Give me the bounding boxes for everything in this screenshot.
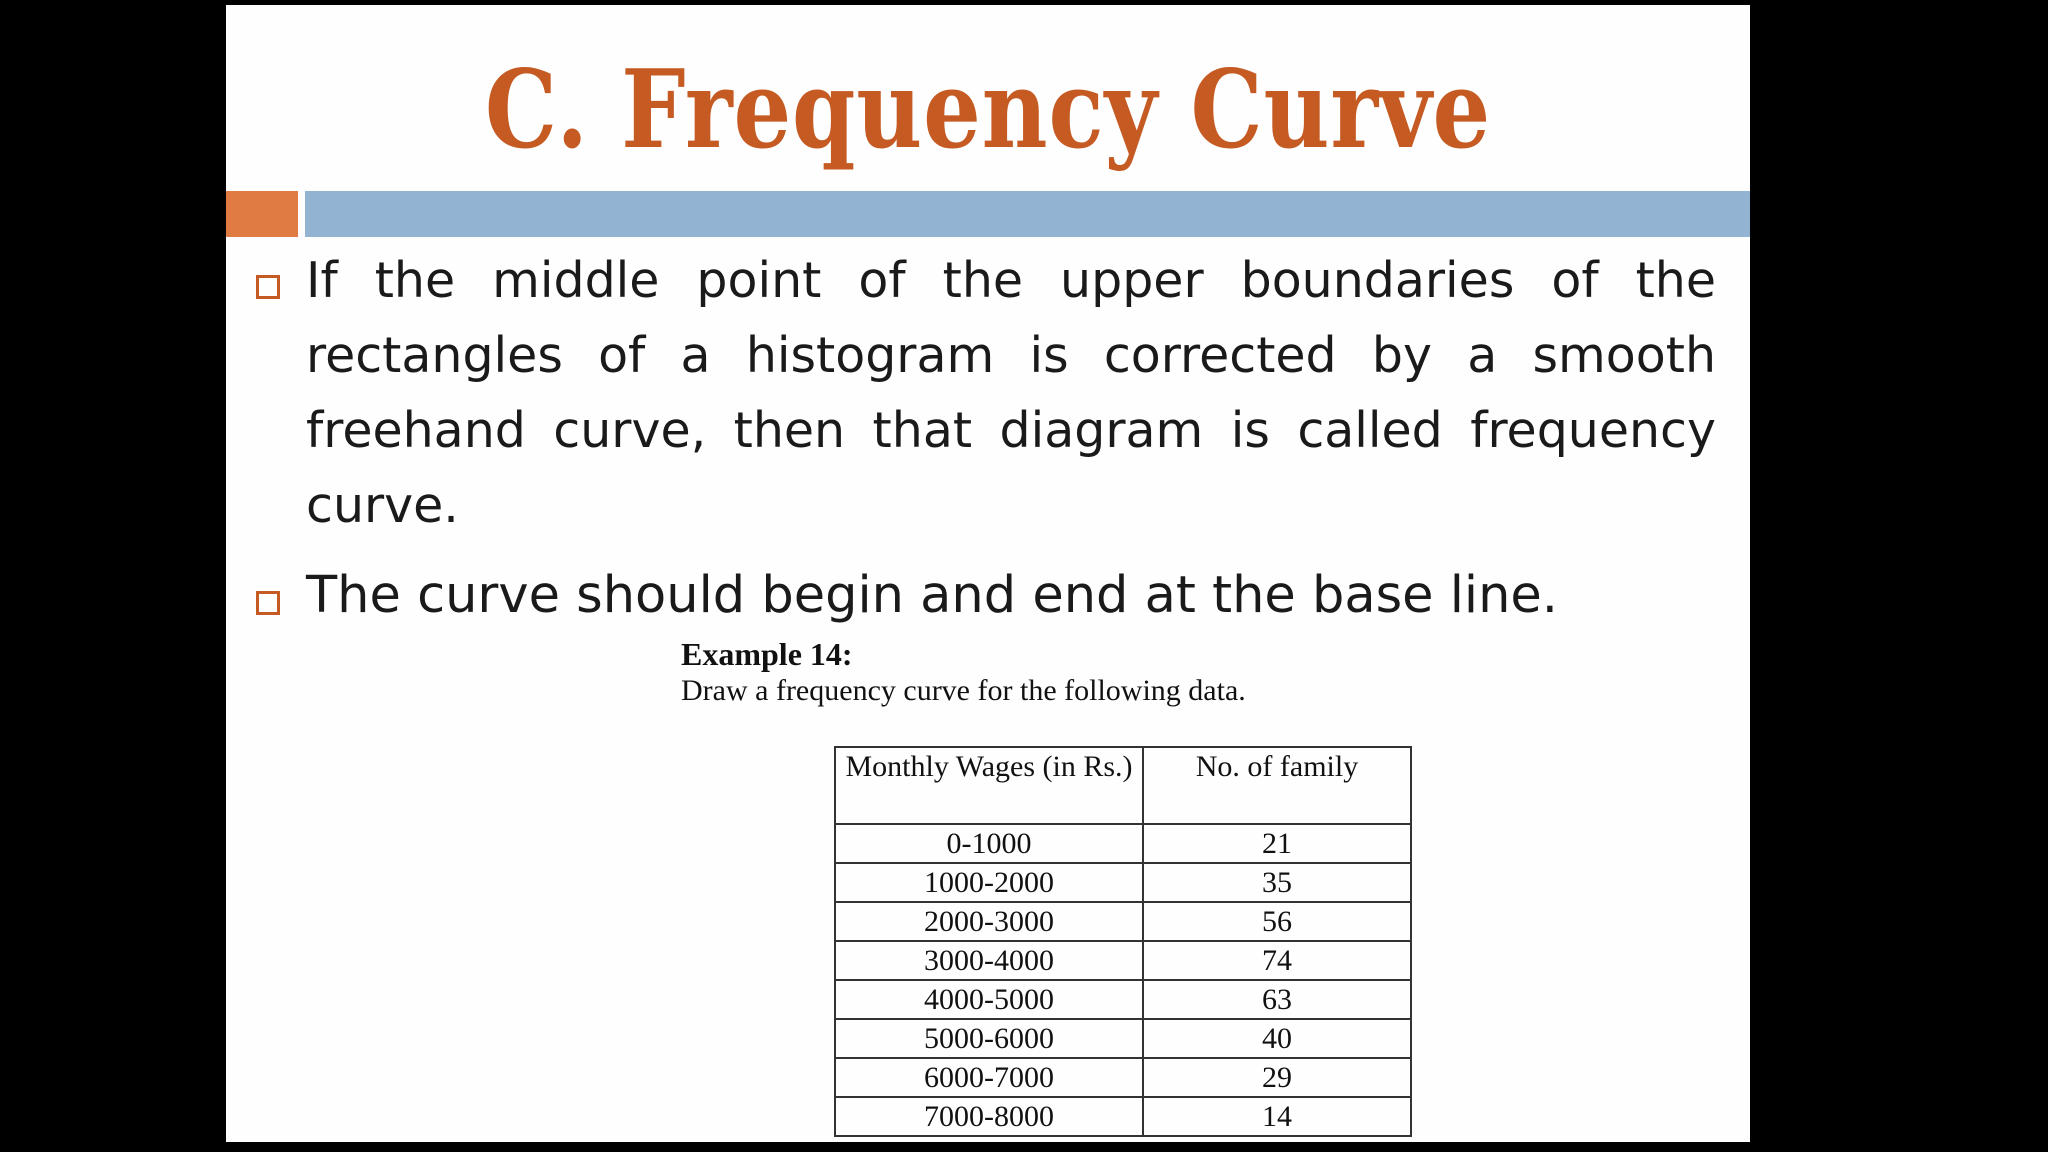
table-row [835, 1019, 1411, 1058]
table-row [835, 1058, 1411, 1097]
table-row [835, 1097, 1411, 1136]
table-row [835, 863, 1411, 902]
bullet-text: The curve should begin and end at the base line. [306, 566, 1559, 625]
square-bullet-icon [256, 591, 280, 615]
cell-family-count: 74 [1143, 941, 1411, 980]
table-header-row [835, 747, 1411, 824]
cell-wages: 6000-7000 [835, 1058, 1143, 1097]
cell-family-count: 14 [1143, 1097, 1411, 1136]
table-body [835, 824, 1411, 1136]
bullet-item [256, 243, 1716, 543]
frequency-table [834, 746, 1412, 1137]
column-header-wages: Monthly Wages (in Rs.) [835, 747, 1143, 824]
accent-bar-blue [305, 191, 1750, 237]
example-description: Draw a frequency curve for the following data. [681, 674, 1246, 707]
table-row [835, 824, 1411, 863]
cell-family-count: 56 [1143, 902, 1411, 941]
bullet-item [256, 561, 1716, 641]
cell-wages: 7000-8000 [835, 1097, 1143, 1136]
cell-wages: 0-1000 [835, 824, 1143, 863]
table-row [835, 980, 1411, 1019]
square-bullet-icon [256, 275, 280, 299]
cell-family-count: 29 [1143, 1058, 1411, 1097]
table-row [835, 941, 1411, 980]
accent-bar-orange [226, 191, 298, 237]
cell-family-count: 35 [1143, 863, 1411, 902]
cell-family-count: 63 [1143, 980, 1411, 1019]
example-title: Example 14: [681, 636, 853, 672]
cell-wages: 3000-4000 [835, 941, 1143, 980]
table-row [835, 902, 1411, 941]
slide-title: C. Frequency Curve [484, 47, 1492, 173]
cell-family-count: 21 [1143, 824, 1411, 863]
cell-wages: 1000-2000 [835, 863, 1143, 902]
cell-wages: 2000-3000 [835, 902, 1143, 941]
column-header-family: No. of family [1143, 747, 1411, 824]
cell-wages: 4000-5000 [835, 980, 1143, 1019]
slide [226, 5, 1750, 1142]
cell-wages: 5000-6000 [835, 1019, 1143, 1058]
cell-family-count: 40 [1143, 1019, 1411, 1058]
bullet-text: If the middle point of the upper boundaries of the rectangles of a histogram is corrected by a smooth freehand curve, then that diagram is called frequency curve. [306, 252, 1716, 534]
